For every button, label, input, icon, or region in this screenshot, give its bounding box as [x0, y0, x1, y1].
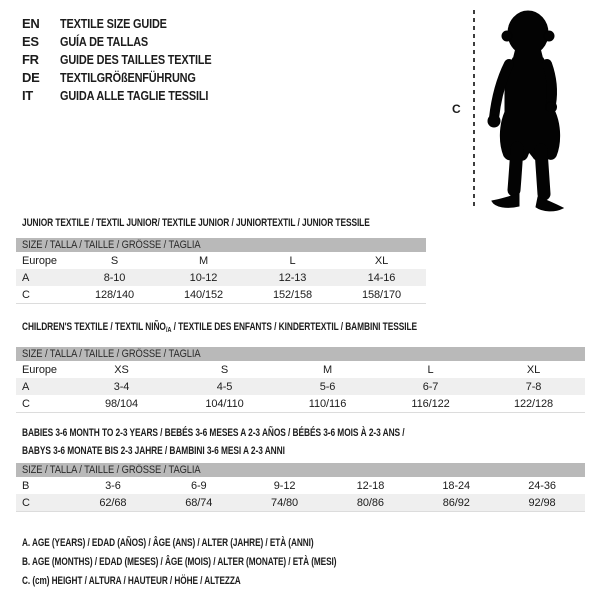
language-row-es	[22, 32, 240, 50]
language-row-de	[22, 68, 240, 86]
language-label: GUIDA ALLE TAGLIE TESSILI	[60, 87, 209, 103]
children-title-subscript: /A	[165, 325, 172, 334]
children-title-post: / TEXTILE DES ENFANTS / KINDERTEXTIL / BAMBINI TESSILE	[171, 321, 417, 333]
row-label: C	[22, 397, 30, 410]
size-value-cell: 98/104	[104, 397, 139, 410]
row-label: Europe	[22, 254, 57, 267]
table-row	[16, 361, 585, 378]
table-row	[16, 477, 585, 494]
size-value-cell: 7-8	[525, 380, 542, 393]
footnote-height-cm: C. (cm) HEIGHT / ALTURA / HAUTEUR / HÖHE / ALTEZZA	[22, 575, 241, 587]
table-row	[16, 252, 426, 269]
babies-table-title	[22, 424, 405, 460]
children-title-pre: CHILDREN'S TEXTILE / TEXTIL NIÑO	[22, 321, 166, 333]
language-code: EN	[22, 15, 40, 31]
language-row-it	[22, 86, 240, 104]
height-measure-dashed-line	[473, 10, 475, 208]
language-label: GUÍA DE TALLAS	[60, 33, 149, 49]
babies-title-line2: BABYS 3-6 MONATE BIS 2-3 JAHRE / BAMBINI 3-6 MESI A 2-3 ANNI	[22, 445, 285, 457]
size-value-cell: 110/116	[308, 397, 347, 410]
table-row	[16, 494, 585, 511]
language-row-en	[22, 14, 240, 32]
size-value-cell: L	[427, 363, 434, 376]
row-label: C	[22, 288, 30, 301]
size-value-cell: 116/122	[411, 397, 450, 410]
size-value-cell: M	[198, 254, 209, 267]
size-value-cell: XL	[374, 254, 389, 267]
size-value-cell: XL	[526, 363, 541, 376]
toddler-silhouette-icon	[483, 8, 579, 213]
language-code: ES	[22, 33, 39, 49]
size-value-cell: 86/92	[442, 496, 470, 509]
table-row	[16, 378, 585, 395]
table-row	[16, 269, 426, 286]
size-value-cell: S	[110, 254, 119, 267]
table-row	[16, 286, 426, 303]
row-label: B	[22, 479, 30, 492]
size-value-cell: 6-9	[190, 479, 207, 492]
size-value-cell: 12-18	[356, 479, 385, 492]
size-value-cell: L	[289, 254, 296, 267]
size-value-cell: 68/74	[185, 496, 213, 509]
size-value-cell: 12-13	[278, 271, 307, 284]
size-value-cell: 10-12	[189, 271, 218, 284]
footnote-age-months: B. AGE (MONTHS) / EDAD (MESES) / ÂGE (MOIS) / ALTER (MONATE) / ETÀ (MESI)	[22, 556, 337, 568]
size-value-cell: 4-5	[216, 380, 233, 393]
size-value-cell: 14-16	[367, 271, 396, 284]
size-header-bar	[16, 463, 585, 477]
size-value-cell: 3-6	[105, 479, 121, 492]
size-value-cell: 92/98	[528, 496, 556, 509]
size-value-cell: 140/152	[183, 288, 224, 301]
size-value-cell: M	[322, 363, 333, 376]
language-list	[22, 14, 240, 104]
size-value-cell: 5-6	[319, 380, 336, 393]
size-value-cell: 18-24	[442, 479, 471, 492]
language-label: GUIDE DES TAILLES TEXTILE	[60, 51, 212, 67]
size-value-cell: 6-7	[422, 380, 439, 393]
size-value-cell: 104/110	[205, 397, 244, 410]
language-label: TEXTILGRÖßENFÜHRUNG	[60, 69, 196, 85]
size-value-cell: 122/128	[513, 397, 554, 410]
size-value-cell: 24-36	[528, 479, 556, 492]
size-header-text: SIZE / TALLA / TAILLE / GRÖSSE / TAGLIA	[22, 239, 201, 251]
size-value-cell: 128/140	[94, 288, 135, 301]
children-size-table	[16, 347, 585, 413]
size-value-cell: 74/80	[271, 496, 299, 509]
children-table-title	[22, 321, 417, 336]
size-header-text: SIZE / TALLA / TAILLE / GRÖSSE / TAGLIA	[22, 464, 201, 476]
language-code: IT	[22, 87, 33, 103]
junior-table-title: JUNIOR TEXTILE / TEXTIL JUNIOR/ TEXTILE JUNIOR / JUNIORTEXTIL / JUNIOR TESSILE	[22, 217, 370, 229]
language-row-fr	[22, 50, 240, 68]
junior-size-table	[16, 238, 426, 304]
babies-table-rows	[16, 477, 585, 511]
size-value-cell: XS	[114, 363, 129, 376]
size-header-text: SIZE / TALLA / TAILLE / GRÖSSE / TAGLIA	[22, 348, 201, 360]
row-label: C	[22, 496, 30, 509]
size-value-cell: 3-4	[113, 380, 130, 393]
row-label: A	[22, 380, 30, 393]
row-label: Europe	[22, 363, 57, 376]
size-value-cell: 62/68	[99, 496, 127, 509]
junior-table-rows	[16, 252, 426, 303]
size-value-cell: 8-10	[103, 271, 126, 284]
language-label: TEXTILE SIZE GUIDE	[60, 15, 167, 31]
babies-size-table	[16, 463, 585, 512]
row-label: A	[22, 271, 30, 284]
size-value-cell: 9-12	[273, 479, 296, 492]
size-value-cell: 80/86	[356, 496, 384, 509]
table-row	[16, 395, 585, 412]
size-header-bar	[16, 238, 426, 252]
babies-title-line1: BABIES 3-6 MONTH TO 2-3 YEARS / BEBÉS 3-6 MESES A 2-3 AÑOS / BÉBÉS 3-6 MOIS À 2-3 ANS /	[22, 427, 405, 439]
footnote-age-years: A. AGE (YEARS) / EDAD (AÑOS) / ÂGE (ANS) / ALTER (JAHRE) / ETÀ (ANNI)	[22, 537, 314, 549]
size-value-cell: S	[220, 363, 229, 376]
size-header-bar	[16, 347, 585, 361]
height-measure-label: C	[452, 102, 461, 116]
language-code: DE	[22, 69, 40, 85]
language-code: FR	[22, 51, 39, 67]
children-table-rows	[16, 361, 585, 412]
size-value-cell: 158/170	[361, 288, 402, 301]
size-value-cell: 152/158	[272, 288, 313, 301]
